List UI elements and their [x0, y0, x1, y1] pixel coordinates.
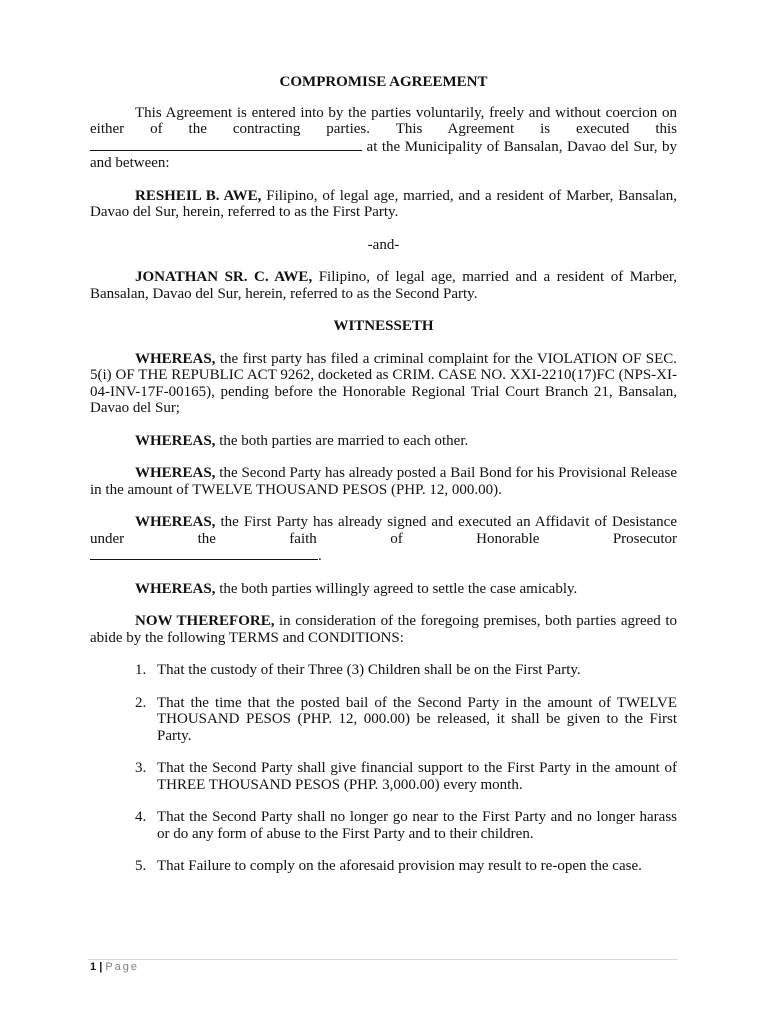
term-text: That the Second Party shall no longer go near to the First Party and no longer harass or do any form of abuse to the First Party and to their children.	[157, 809, 677, 842]
term-number: 3.	[135, 760, 147, 776]
term-number: 1.	[135, 662, 147, 678]
page-number: 1	[90, 961, 97, 973]
whereas-clause-2	[90, 433, 677, 450]
whereas-text: the both parties willingly agreed to settle the case amicably.	[219, 580, 578, 597]
term-item	[135, 662, 677, 679]
term-text: That Failure to comply on the aforesaid provision may result to re-open the case.	[157, 858, 642, 874]
whereas-label: WHEREAS,	[135, 350, 216, 367]
now-therefore-paragraph	[90, 613, 677, 646]
term-text: That the time that the posted bail of the Second Party in the amount of TWELVE THOUSAND PESOS (PHP. 12, 000.00) be released, it shall be given to the First Party.	[157, 694, 677, 744]
whereas-clause-5	[90, 581, 677, 598]
term-number: 4.	[135, 809, 147, 825]
whereas-label: WHEREAS,	[135, 465, 216, 481]
first-party-details: Filipino, of legal age, married, and a resident of Marber, Bansalan, Davao del Sur, herein, referred to as the First Party.	[90, 187, 678, 220]
date-blank-line	[90, 138, 362, 151]
second-party-name: JONATHAN SR. C. AWE,	[135, 269, 313, 285]
whereas-text: the Second Party has already posted a Bail Bond for his Provisional Release in the amount of TWELVE THOUSAND PESOS (PHP. 12, 000.00).	[90, 465, 678, 498]
whereas-clause-1	[90, 351, 677, 417]
prosecutor-blank-line	[90, 547, 318, 560]
document-title: COMPROMISE AGREEMENT	[279, 74, 488, 90]
terms-list	[135, 662, 677, 875]
witnesseth-heading: WITNESSETH	[333, 318, 434, 334]
whereas-clause-3	[90, 465, 677, 498]
footer-divider	[88, 959, 678, 960]
term-item	[135, 809, 677, 842]
whereas-label: WHEREAS,	[135, 432, 216, 449]
and-separator: -and-	[367, 236, 400, 253]
second-party-paragraph	[90, 269, 677, 302]
second-party-details: Filipino, of legal age, married and a resident of Marber, Bansalan, Davao del Sur, herein, referred to as the Second Party.	[90, 269, 678, 302]
term-text: That the custody of their Three (3) Children shall be on the First Party.	[157, 662, 581, 678]
whereas-label: WHEREAS,	[135, 580, 216, 597]
term-item	[135, 858, 677, 875]
page-footer	[90, 960, 139, 974]
whereas-text: the first party has filed a criminal complaint for the VIOLATION OF SEC. 5(i) OF THE REPUBLIC ACT 9262, docketed as CRIM. CASE NO. XXI-2210(17)FC (NPS-XI-04-INV-17F-00165), pending before the Honorable Regional Trial Court Branch 21, Bansalan, Davao del Sur;	[90, 350, 678, 416]
page-separator: |	[99, 961, 103, 973]
intro-location-text: at the Municipality of Bansalan, Davao del Sur, by and between:	[90, 138, 677, 171]
whereas-text: the both parties are married to each other.	[219, 432, 469, 449]
first-party-paragraph	[90, 188, 677, 221]
now-therefore-text: in consideration of the foregoing premises, both parties agreed to abide by the following TERMS and CONDITIONS:	[90, 613, 678, 646]
whereas-text: the First Party has already signed and executed an Affidavit of Desistance under the faith of Honorable Prosecutor	[90, 514, 677, 547]
whereas-clause-4: WHEREAS, the First Party has already signed and executed an Affidavit of Desistance under the faith of Honorable Prosecutor .	[90, 514, 677, 564]
intro-text: This Agreement is entered into by the parties voluntarily, freely and without coercion on either of the contracting parties. This Agreement is executed this	[90, 104, 677, 137]
intro-paragraph	[90, 105, 677, 172]
now-therefore-label: NOW THEREFORE,	[135, 613, 275, 629]
term-number: 5.	[135, 858, 147, 874]
document-body	[90, 74, 677, 891]
term-item	[135, 760, 677, 793]
term-number: 2.	[135, 694, 147, 711]
page-label: Page	[105, 961, 140, 973]
term-item	[135, 695, 677, 745]
first-party-name: RESHEIL B. AWE,	[135, 187, 262, 204]
whereas-label: WHEREAS,	[135, 514, 216, 530]
term-text: That the Second Party shall give financial support to the First Party in the amount of THREE THOUSAND PESOS (PHP. 3,000.00) every month.	[157, 760, 677, 793]
